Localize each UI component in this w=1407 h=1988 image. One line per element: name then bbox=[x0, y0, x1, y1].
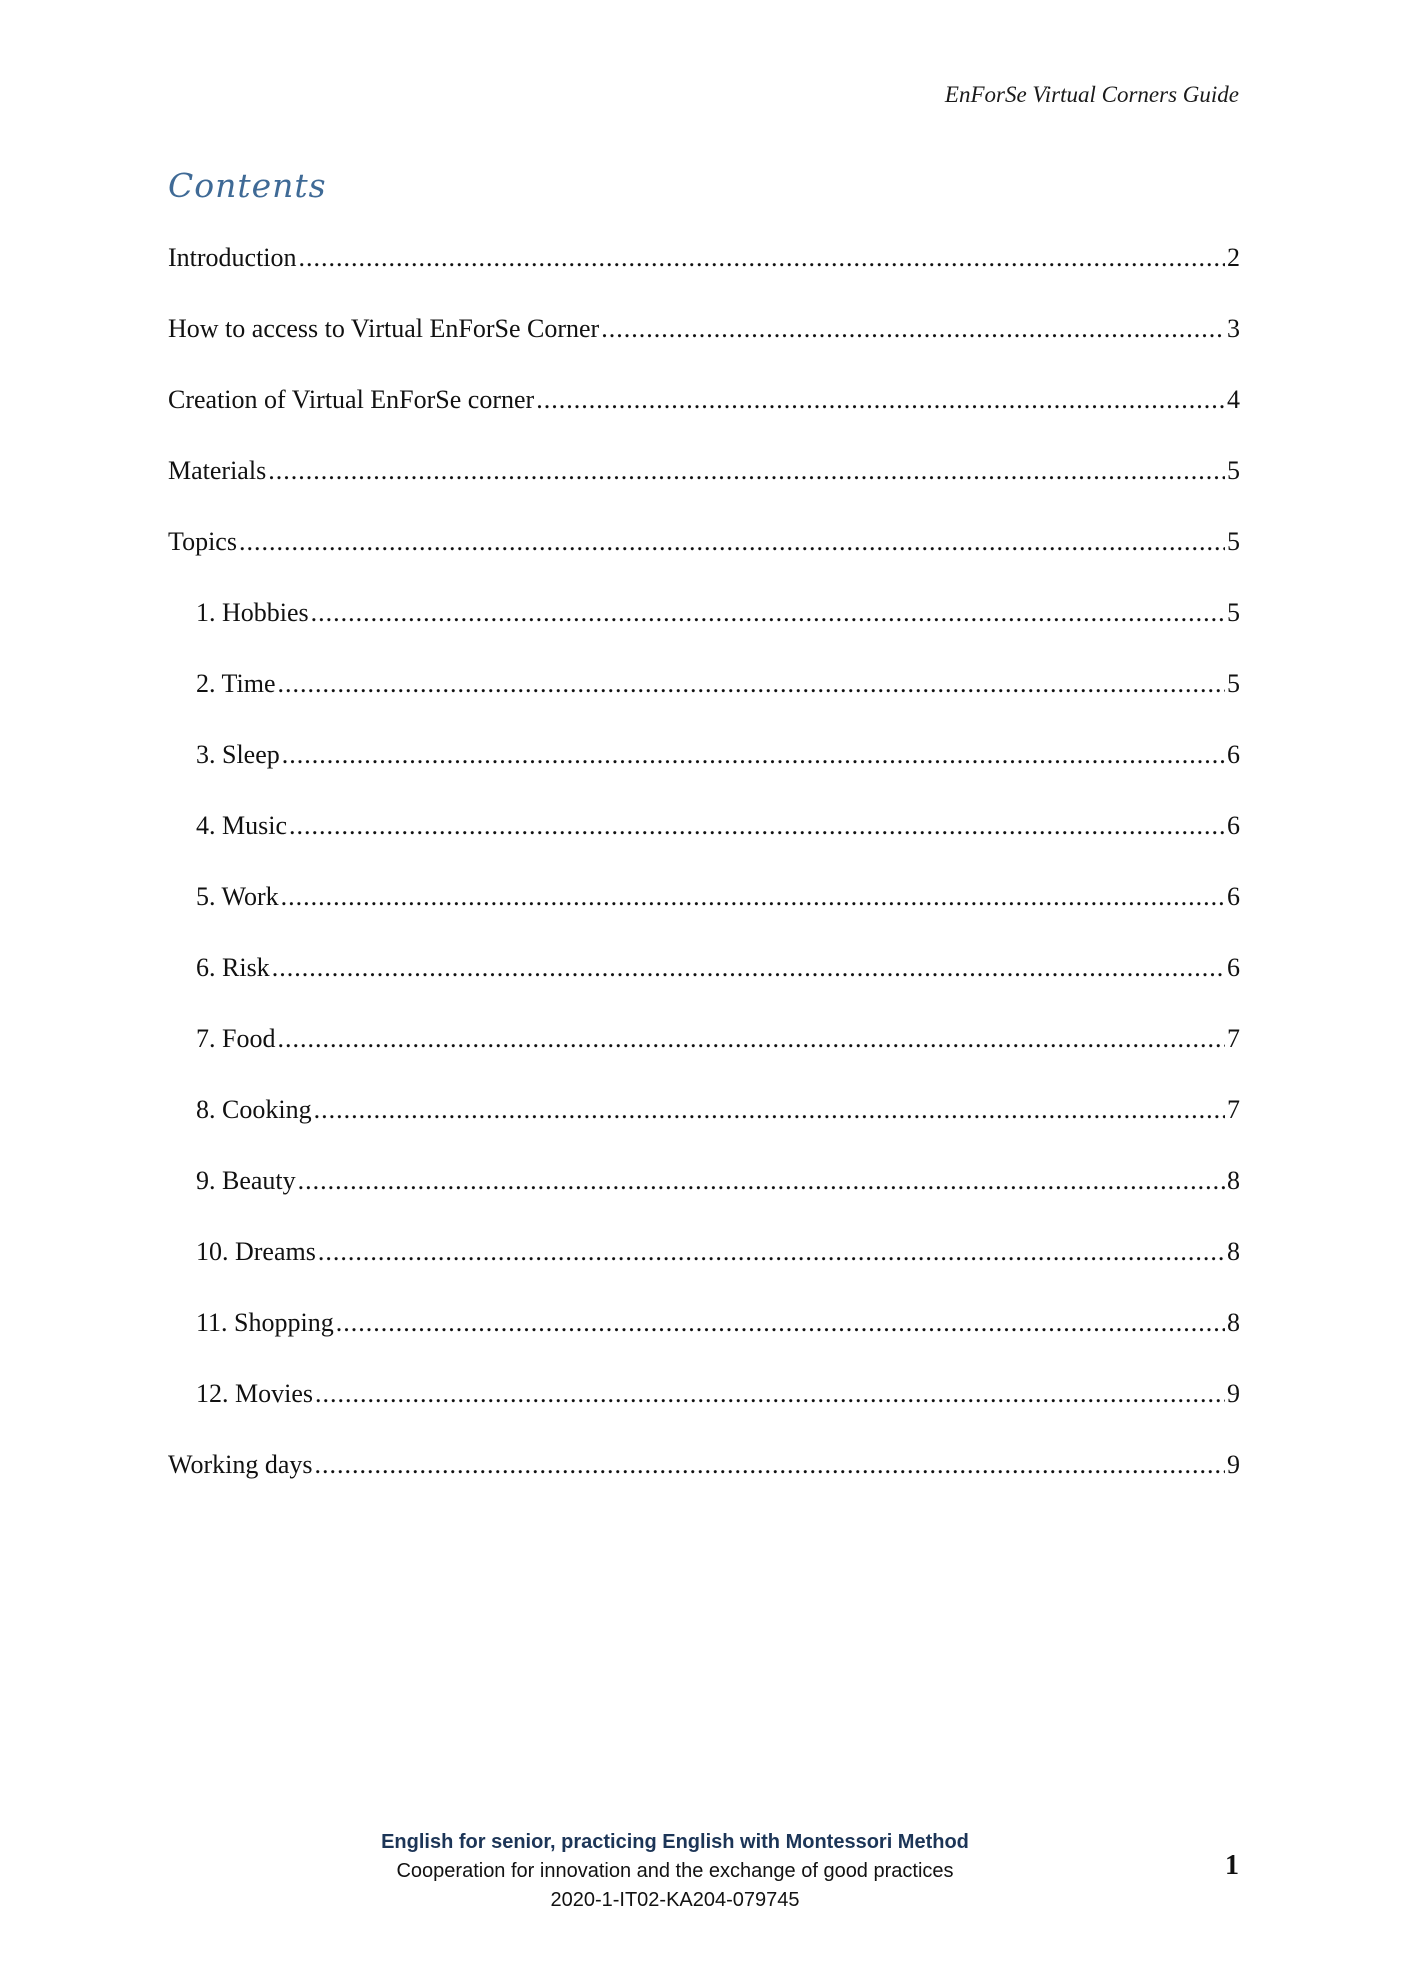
toc-entry-movies[interactable] bbox=[168, 1374, 1240, 1445]
toc-entry-label: Introduction bbox=[168, 243, 297, 272]
toc-entry-label: Topics bbox=[168, 527, 237, 556]
toc-entry-label: 7. Food bbox=[196, 1024, 276, 1053]
toc-entry-label: Materials bbox=[168, 456, 267, 485]
toc-entry-page: 7 bbox=[1227, 1095, 1240, 1124]
page-number: 1 bbox=[1225, 1850, 1239, 1881]
toc-entry-page: 6 bbox=[1227, 811, 1240, 840]
toc-dot-leader bbox=[268, 451, 1225, 491]
toc-entry-label: Creation of Virtual EnForSe corner bbox=[168, 385, 535, 414]
toc-dot-leader bbox=[298, 1161, 1225, 1201]
toc-entry-page: 6 bbox=[1227, 882, 1240, 911]
toc-dot-leader bbox=[272, 948, 1225, 988]
toc-entry-label: 1. Hobbies bbox=[196, 598, 309, 627]
toc-entry-introduction[interactable] bbox=[168, 238, 1240, 309]
toc-entry-label: How to access to Virtual EnForSe Corner bbox=[168, 314, 600, 343]
toc-entry-cooking[interactable] bbox=[168, 1090, 1240, 1161]
toc-entry-topics[interactable] bbox=[168, 522, 1240, 593]
toc-dot-leader bbox=[282, 735, 1225, 775]
toc-dot-leader bbox=[239, 522, 1225, 562]
footer-project-title: English for senior, practicing English with Montessori Method bbox=[381, 1831, 969, 1853]
toc-entry-shopping[interactable] bbox=[168, 1303, 1240, 1374]
toc-dot-leader bbox=[311, 593, 1225, 633]
toc-entry-food[interactable] bbox=[168, 1019, 1240, 1090]
toc-dot-leader bbox=[281, 877, 1225, 917]
toc-dot-leader bbox=[278, 664, 1226, 704]
toc-entry-page: 9 bbox=[1227, 1450, 1240, 1479]
table-of-contents bbox=[168, 238, 1240, 1516]
toc-dot-leader bbox=[314, 1090, 1225, 1130]
toc-dot-leader bbox=[318, 1232, 1225, 1272]
toc-entry-page: 5 bbox=[1227, 527, 1240, 556]
toc-entry-page: 8 bbox=[1227, 1166, 1240, 1195]
toc-entry-how-to-access[interactable] bbox=[168, 309, 1240, 380]
toc-entry-page: 3 bbox=[1227, 314, 1240, 343]
toc-entry-materials[interactable] bbox=[168, 451, 1240, 522]
toc-entry-label: 8. Cooking bbox=[196, 1095, 312, 1124]
toc-dot-leader bbox=[289, 806, 1225, 846]
toc-entry-risk[interactable] bbox=[168, 948, 1240, 1019]
toc-entry-label: 12. Movies bbox=[196, 1379, 313, 1408]
toc-entry-time[interactable] bbox=[168, 664, 1240, 735]
toc-entry-page: 5 bbox=[1227, 598, 1240, 627]
toc-dot-leader bbox=[315, 1374, 1225, 1414]
toc-entry-music[interactable] bbox=[168, 806, 1240, 877]
toc-entry-sleep[interactable] bbox=[168, 735, 1240, 806]
toc-entry-page: 5 bbox=[1227, 456, 1240, 485]
toc-entry-page: 5 bbox=[1227, 669, 1240, 698]
toc-entry-label: 11. Shopping bbox=[196, 1308, 334, 1337]
toc-entry-label: 6. Risk bbox=[196, 953, 270, 982]
toc-entry-beauty[interactable] bbox=[168, 1161, 1240, 1232]
toc-dot-leader bbox=[299, 238, 1225, 278]
toc-entry-working-days[interactable] bbox=[168, 1445, 1240, 1516]
toc-entry-label: 9. Beauty bbox=[196, 1166, 296, 1195]
toc-entry-label: 10. Dreams bbox=[196, 1237, 316, 1266]
toc-entry-hobbies[interactable] bbox=[168, 593, 1240, 664]
toc-entry-page: 6 bbox=[1227, 740, 1240, 769]
toc-entry-page: 6 bbox=[1227, 953, 1240, 982]
toc-entry-page: 2 bbox=[1227, 243, 1240, 272]
toc-entry-label: 2. Time bbox=[196, 669, 276, 698]
running-header: EnForSe Virtual Corners Guide bbox=[944, 82, 1239, 107]
toc-entry-dreams[interactable] bbox=[168, 1232, 1240, 1303]
toc-dot-leader bbox=[315, 1445, 1226, 1485]
toc-entry-label: 4. Music bbox=[196, 811, 287, 840]
page-footer bbox=[0, 1828, 1350, 1915]
toc-entry-page: 7 bbox=[1227, 1024, 1240, 1053]
toc-title: Contents bbox=[168, 166, 327, 205]
toc-entry-label: 3. Sleep bbox=[196, 740, 280, 769]
toc-dot-leader bbox=[536, 380, 1225, 420]
toc-entry-label: Working days bbox=[168, 1450, 313, 1479]
footer-project-code: 2020-1-IT02-KA204-079745 bbox=[550, 1889, 800, 1911]
toc-dot-leader bbox=[336, 1303, 1225, 1343]
toc-dot-leader bbox=[601, 309, 1225, 349]
toc-dot-leader bbox=[277, 1019, 1225, 1059]
toc-entry-page: 8 bbox=[1227, 1308, 1240, 1337]
toc-entry-page: 9 bbox=[1227, 1379, 1240, 1408]
toc-entry-work[interactable] bbox=[168, 877, 1240, 948]
toc-entry-page: 8 bbox=[1227, 1237, 1240, 1266]
toc-entry-creation[interactable] bbox=[168, 380, 1240, 451]
toc-entry-label: 5. Work bbox=[196, 882, 279, 911]
toc-entry-page: 4 bbox=[1227, 385, 1240, 414]
footer-subtitle: Cooperation for innovation and the exchange of good practices bbox=[396, 1860, 954, 1882]
